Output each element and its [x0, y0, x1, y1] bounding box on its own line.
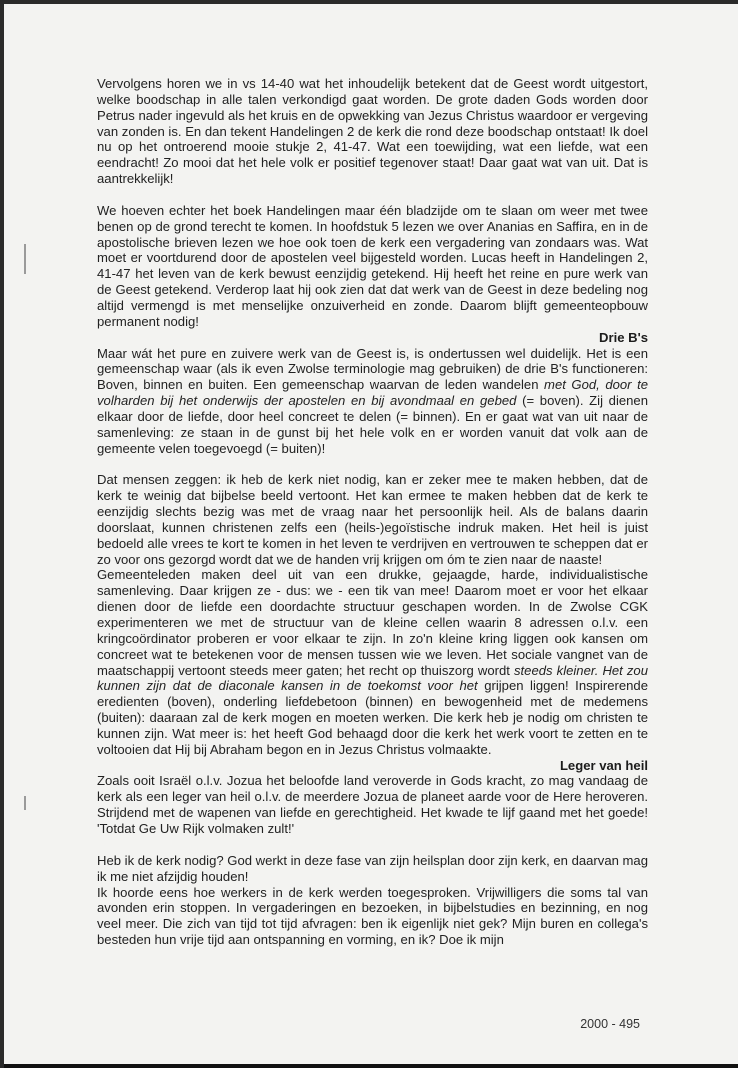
text-run: Gemeenteleden maken deel uit van een drukke, gejaagde, harde, individualistische samenleving. Daar krijgen ze - dus: we - een tik van mee! Daarom moet er voor het elkaar dienen door de liefde een doordachte structuur geschapen worden. In de Zwolse CGK experimenteren we met de structuur van de kleine cellen waarin 8 adressen o.l.v. een kringcoördinator proberen er voor elkaar te zijn. In zo'n kleine kring liggen ook kansen om concreet wat te betekenen voor de mensen tussen wie we leven. Het sociale vangnet van de maatschappij vertoont steeds meer gaten; het recht op thuiszorg wordt: [97, 567, 648, 678]
paragraph: [97, 76, 648, 187]
margin-mark: [24, 796, 26, 810]
italic-text: steeds kleiner. Het zou kunnen zijn dat de diaconale kansen in de toekomst voor het: [97, 662, 648, 694]
text-run: Maar wát het pure en zuivere werk van de Geest is, is ondertussen wel duidelijk. Het is een gemeenschap waar (als ik even Zwolse terminologie mag gebruiken) de drie B's functioneren: Boven, binnen en buiten. Een gemeenschap waarvan de leden wandelen: [97, 345, 648, 393]
section-heading: Leger van heil: [559, 757, 648, 773]
text-run: Zoals ooit Israël o.l.v. Jozua het beloofde land veroverde in Gods kracht, zo mag vandaag de kerk als een leger van heil o.l.v. de meerdere Jozua de planeet aarde voor de Here heroveren. Strijdend met de wapenen van liefde en gerechtigheid. Het kwade te lijf gaand met het goede! 'Totdat Ge Uw Rijk volmaken zult!': [97, 773, 648, 836]
text-run: We hoeven echter het boek Handelingen maar één bladzijde om te slaan om weer met twee benen op de grond terecht te komen. In hoofdstuk 5 lezen we over Ananias en Saffira, en in de apostolische brieven lezen we hoe ook toen de kerk een vergadering van zondaars was. Wat moet er voortdurend door de apostelen veel bijgesteld worden. Lucas heeft in Handelingen 2, 41-47 het leven van de kerk bewust eenzijdig getekend. Hij heeft het reine en pure werk van de Geest getekend. Verderop laat hij ook zien dat dat werk van de Geest in deze bedeling nog altijd vermengd is met menselijke onzuiverheid en zonde. Daarom blijft gemeenteopbouw permanent nodig!: [97, 202, 648, 329]
paragraph: [97, 853, 648, 885]
text-run: grijpen liggen! Inspirerende eredienten (boven), onderling liefdebetoon (binnen) en bewogenheid met de medemens (buiten): daaraan zal de kerk mogen en moeten werken. Die kerk heb je nodig om christen te kunnen zijn. Wat meer is: het heeft God behaagd door die kerk het werk voort te zetten en te voltooien dat Hij bij Abraham begon en in Jezus Christus volmaakte.: [97, 678, 648, 757]
bottom-rule: [4, 1064, 738, 1068]
paragraph: [97, 472, 648, 567]
body-text: [97, 76, 648, 948]
text-run: Dat mensen zeggen: ik heb de kerk niet nodig, kan er zeker mee te maken hebben, dat de kerk te weinig dat bijbelse beeld vertoont. Het kan ermee te maken hebben dat de kerk te eenzijdig slechts bezig was met de vraag naar het persoonlijk heil. Als de balans daarin doorslaat, kunnen christenen zelfs een (heils-)egoïstische indruk maken. Het heil is juist bedoeld alle vrees te kort te komen in het leven te verdrijven en vertrouwen te scheppen dat er zo voor ons gezorgd wordt dat we de handen vrij krijgen om óm te zien naar de naaste!: [97, 472, 648, 567]
paragraph-gap: [97, 837, 648, 853]
text-run: Heb ik de kerk nodig? God werkt in deze fase van zijn heilsplan door zijn kerk, en daarvan mag ik me niet afzijdig houden!: [97, 852, 648, 884]
text-run: (= boven). Zij dienen elkaar door de liefde, door heel concreet te delen (= binnen). En er gaat wat van uit naar de samenleving: ze staan in de gunst bij het hele volk en er worden vanuit dat volk aan de gemeente velen toegevoegd (= buiten)!: [97, 393, 648, 456]
text-run: Vervolgens horen we in vs 14-40 wat het inhoudelijk betekent dat de Geest wordt uitgestort, welke boodschap in alle talen verkondigd gaat worden. De grote daden Gods worden door Petrus nader ingevuld als het kruis en de opwekking van Jezus Christus waardoor er vergeving van zonden is. En dan tekent Handelingen 2 de kerk die rond deze boodschap ontstaat! Ik doel nu op het ontroerend mooie stukje 2, 41-47. Wat een toewijding, wat een liefde, wat een eendracht! Zo mooi dat het hele volk er positief tegenover staat! Daar gaat wat van uit. Dat is aantrekkelijk!: [97, 76, 648, 187]
paragraph: [97, 346, 648, 457]
document-page: [4, 4, 738, 1064]
paragraph-gap: [97, 187, 648, 203]
paragraph: [97, 773, 648, 836]
paragraph: [97, 203, 648, 330]
paragraph: [97, 885, 648, 948]
margin-mark: [24, 244, 26, 274]
text-run: Ik hoorde eens hoe werkers in de kerk werden toegesproken. Vrijwilligers die soms tal van avonden erin stoppen. In vergaderingen en bezoeken, in bijbelstudies en bezinning, en nog veel meer. Die zich van tijd tot tijd afvragen: ben ik eigenlijk niet gek? Mijn buren en collega's besteden hun vrije tijd aan ontspanning en vorming, en ik? Doe ik mijn: [97, 884, 648, 948]
section-heading: Drie B's: [599, 329, 648, 345]
paragraph-gap: [97, 456, 648, 472]
italic-text: met God, door te volharden bij het onderwijs der apostelen en bij avondmaal en gebed: [97, 377, 648, 409]
paragraph: [97, 567, 648, 757]
page-number: 2000 - 495: [580, 1017, 640, 1031]
